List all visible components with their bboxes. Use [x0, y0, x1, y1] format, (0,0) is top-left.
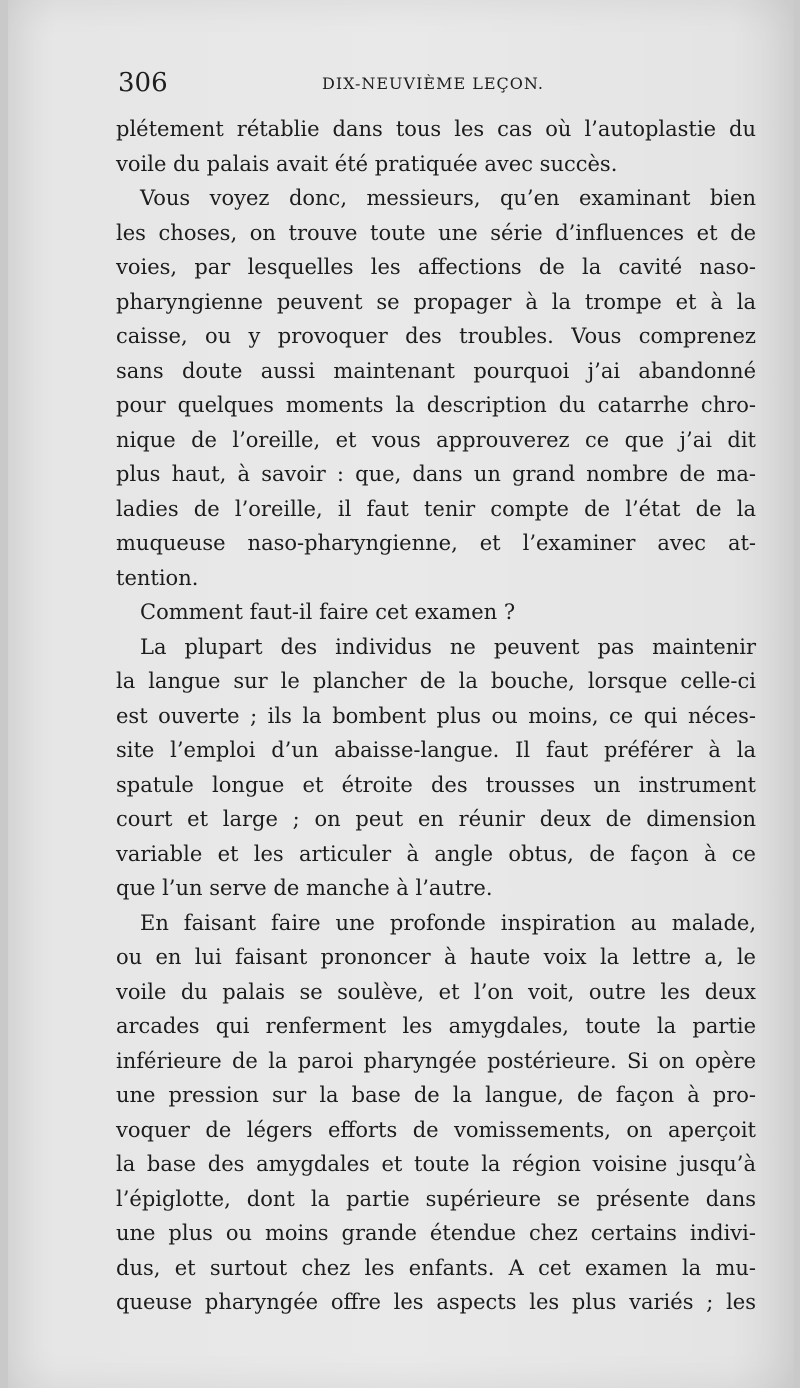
text-line: les choses, on trouve toute une série d’influences et de: [116, 220, 756, 245]
text-line: pour quelques moments la description du catarrhe chro-: [116, 393, 756, 417]
text-line: ladies de l’oreille, il faut tenir compte de l’état de la: [116, 496, 756, 521]
text-line: ou en lui faisant prononcer à haute voix la lettre a, le: [116, 945, 756, 969]
text-line: voile du palais avait été pratiquée avec succès.: [116, 151, 618, 176]
text-line: dus, et surtout chez les enfants. A cet examen la mu-: [116, 1255, 756, 1280]
text-line: pharyngienne peuvent se propager à la trompe et à la: [116, 289, 756, 314]
body-text: [116, 112, 756, 1320]
text-line: tention.: [116, 565, 199, 590]
running-head: DIX-NEUVIÈME LEÇON.: [322, 74, 544, 93]
text-line: la langue sur le plancher de la bouche, lorsque celle-ci: [116, 669, 756, 693]
text-line: la base des amygdales et toute la région voisine jusqu’à: [116, 1152, 756, 1176]
text-line: inférieure de la paroi pharyngée postérieure. Si on opère: [116, 1048, 756, 1073]
text-line: muqueuse naso-pharyngienne, et l’examiner avec at-: [116, 531, 756, 555]
text-line: voile du palais se soulève, et l’on voit, outre les deux: [116, 979, 756, 1004]
text-line: plus haut, à savoir : que, dans un grand nombre de ma-: [116, 462, 756, 486]
text-line: est ouverte ; ils la bombent plus ou moins, ce qui néces-: [116, 703, 756, 728]
text-line: spatule longue et étroite des trousses un instrument: [116, 772, 756, 797]
text-line: une pression sur la base de la langue, de façon à pro-: [116, 1083, 756, 1107]
page-header: [108, 66, 748, 100]
text-line: sans doute aussi maintenant pourquoi j’ai abandonné: [116, 358, 756, 383]
text-line: que l’un serve de manche à l’autre.: [116, 876, 493, 900]
text-line: caisse, ou y provoquer des troubles. Vous comprenez: [116, 324, 756, 348]
text-line: plétement rétablie dans tous les cas où l’autoplastie du: [116, 117, 756, 141]
text-line: nique de l’oreille, et vous approuverez ce que j’ai dit: [116, 427, 756, 452]
text-line: Comment faut-il faire cet examen ?: [140, 600, 516, 624]
text-line: En faisant faire une profonde inspiration au malade,: [140, 910, 756, 935]
text-line: variable et les articuler à angle obtus, de façon à ce: [116, 841, 756, 866]
page-number: 306: [118, 68, 168, 98]
text-line: une plus ou moins grande étendue chez certains indivi-: [116, 1221, 756, 1245]
text-line: court et large ; on peut en réunir deux de dimension: [116, 807, 756, 831]
text-line: voies, par lesquelles les affections de la cavité naso-: [116, 255, 756, 279]
text-line: Vous voyez donc, messieurs, qu’en examinant bien: [140, 186, 756, 210]
text-line: queuse pharyngée offre les aspects les plus variés ; les: [116, 1290, 756, 1314]
text-line: voquer de légers efforts de vomissements, on aperçoit: [116, 1117, 756, 1142]
text-line: site l’emploi d’un abaisse-langue. Il faut préférer à la: [116, 738, 756, 762]
text-line: La plupart des individus ne peuvent pas maintenir: [140, 634, 756, 659]
text-line: l’épiglotte, dont la partie supérieure se présente dans: [116, 1186, 756, 1211]
book-page: [8, 0, 794, 1388]
text-line: arcades qui renferment les amygdales, toute la partie: [116, 1014, 756, 1038]
